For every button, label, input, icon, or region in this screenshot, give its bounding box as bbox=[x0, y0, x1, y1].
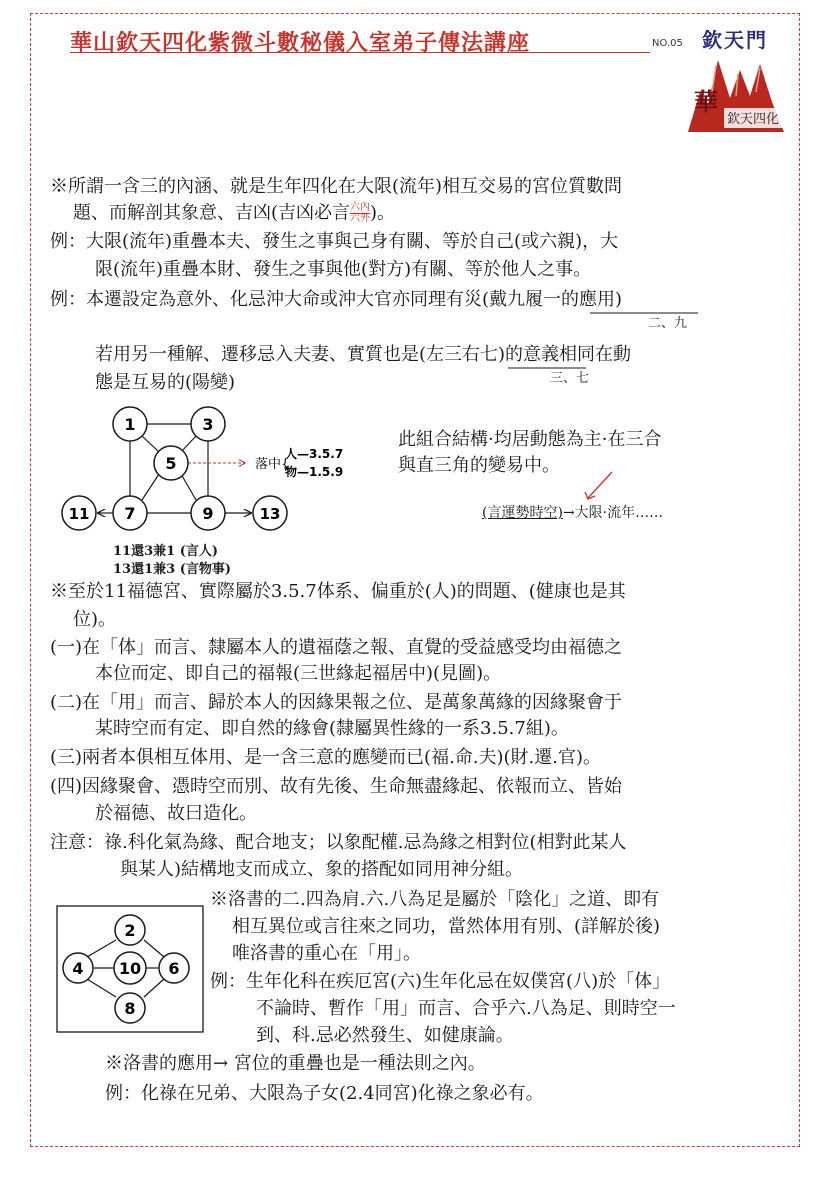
svg-text:9: 9 bbox=[202, 504, 214, 523]
luoshu-node-2 bbox=[115, 915, 145, 945]
ex2-underline bbox=[590, 311, 700, 315]
aside-line3-b: →大限·流年…… bbox=[562, 505, 664, 521]
ex2-note: 二、九 bbox=[648, 316, 688, 331]
para1-line2 bbox=[73, 203, 395, 224]
para2-line1: 若用另一種解、遷移忌入夫妻、實質也是(左三右七)的意義相同在動 bbox=[95, 344, 632, 365]
luozhong-label: 落中{ bbox=[255, 457, 290, 472]
note-line2: 與某人)結構地支而成立、象的搭配如同用神分組。 bbox=[120, 859, 524, 880]
item-4-line1: (四)因緣聚會、憑時空而別、故有先後、生命無盡緣起、依報而立、皆始 bbox=[50, 776, 623, 797]
page-title: 華山欽天四化紫微斗數秘儀入室弟子傳法講座 bbox=[70, 30, 531, 56]
para2-note: 三、七 bbox=[550, 371, 590, 386]
svg-text:6: 6 bbox=[168, 959, 180, 978]
para2-line2: 態是互易的(陽變) bbox=[95, 372, 236, 393]
ex3-line1: 例：生年化科在疾厄宮(六)生年化忌在奴僕宮(八)於「体」 bbox=[210, 971, 671, 992]
item-1-line2: 本位而定、即自己的福報(三世緣起福居中)(見圖)。 bbox=[95, 663, 502, 684]
svg-text:4: 4 bbox=[72, 959, 84, 978]
ex3-line3: 到、科.忌必然發生、如健康論。 bbox=[256, 1025, 514, 1046]
luoshu-line2: 相互異位或言往來之同功，當然体用有別、(詳解於後) bbox=[232, 916, 661, 937]
brand-name: 欽天門 bbox=[702, 28, 768, 52]
svg-text:2: 2 bbox=[124, 921, 136, 940]
node-5 bbox=[154, 446, 188, 480]
ex1-line1: 例：大限(流年)重疊本夫、發生之事與己身有關、等於自己(或六親)，大 bbox=[50, 231, 619, 252]
logo-char: 華 bbox=[694, 87, 718, 116]
header-rule bbox=[70, 52, 650, 53]
neiwai-stack bbox=[350, 203, 370, 224]
issue-number: NO.05 bbox=[652, 38, 683, 49]
ex1-line2: 限(流年)重疊本財、發生之事與他(對方)有關、等於他人之事。 bbox=[95, 259, 592, 280]
luoshu-node-10 bbox=[114, 952, 146, 984]
para3-line2: 位)。 bbox=[73, 609, 117, 630]
ren-label: 人—3.5.7 bbox=[285, 447, 344, 461]
para1-line1: ※所謂一含三的內涵、就是生年四化在大限(流年)相互交易的宮位質數問 bbox=[50, 176, 623, 197]
aside-arrow bbox=[580, 470, 620, 504]
stack-bottom: 六外 bbox=[350, 213, 371, 224]
item-2-line1: (二)在「用」而言、歸於本人的因緣果報之位、是萬象萬緣的因緣聚會于 bbox=[50, 692, 623, 713]
app-line2: 例：化祿在兄弟、大限為子女(2.4同宮)化祿之象必有。 bbox=[105, 1083, 544, 1104]
logo-text: 欽天四化 bbox=[727, 112, 780, 127]
para1-line2-a: 題、而解剖其象意、吉凶(吉凶必言 bbox=[73, 202, 351, 224]
aside-line3-a: (言運勢時空) bbox=[482, 505, 563, 521]
luoshu-node-4 bbox=[63, 953, 93, 983]
node-7 bbox=[113, 496, 147, 530]
svg-text:1: 1 bbox=[124, 415, 136, 434]
svg-text:8: 8 bbox=[124, 999, 136, 1018]
app-line1: ※洛書的應用→ 宮位的重疊也是一種法則之內。 bbox=[105, 1053, 486, 1074]
wu-label: 物—1.5.9 bbox=[285, 465, 344, 479]
item-1-line1: (一)在「体」而言、隸屬本人的遺福蔭之報、直覺的受益感受均由福德之 bbox=[50, 637, 623, 658]
svg-text:13: 13 bbox=[259, 505, 281, 523]
node-1 bbox=[113, 407, 147, 441]
luoshu-line1: ※洛書的二.四為肩.六.八為足是屬於「陰化」之道、即有 bbox=[210, 889, 660, 910]
svg-text:5: 5 bbox=[165, 454, 177, 473]
luoshu-node-8 bbox=[115, 993, 145, 1023]
ex2-line1: 例：本遷設定為意外、化忌沖大命或沖大官亦同理有災(戴九履一的應用) bbox=[50, 289, 623, 310]
ex3-line2: 不論時、暫作「用」而言、合乎六.八為足、則時空一 bbox=[256, 998, 676, 1019]
aside-line1: 此組合結構·均居動態為主·在三合 bbox=[398, 429, 662, 450]
logo-image bbox=[686, 52, 786, 134]
aside-line3 bbox=[482, 503, 663, 523]
item-4-line2: 於福德、故曰造化。 bbox=[95, 803, 257, 824]
para1-line2-b: )。 bbox=[370, 202, 396, 224]
diagram1-note2: 13還1兼3 (言物事) bbox=[113, 562, 232, 577]
stack-top: 六內 bbox=[350, 202, 371, 213]
item-2-line2: 某時空而有定、即自然的緣會(隸屬異性緣的一系3.5.7組)。 bbox=[95, 718, 569, 739]
node-13 bbox=[253, 496, 287, 530]
para3-line1: ※至於11福德宮、實際屬於3.5.7体系、偏重於(人)的問題、(健康也是其 bbox=[50, 581, 626, 602]
para2-underline bbox=[508, 366, 588, 370]
diagram1-note1: 11還3兼1 (言人) bbox=[113, 544, 219, 559]
svg-text:7: 7 bbox=[124, 504, 136, 523]
node-3 bbox=[191, 407, 225, 441]
node-9 bbox=[191, 496, 225, 530]
node-11 bbox=[62, 496, 96, 530]
luoshu-line3: 唯洛書的重心在「用」。 bbox=[232, 943, 421, 964]
luoshu-node-6 bbox=[159, 953, 189, 983]
aside-line2: 與直三角的變易中。 bbox=[398, 455, 560, 476]
svg-text:3: 3 bbox=[202, 415, 214, 434]
diagram-luoshu bbox=[56, 905, 206, 1035]
item-3-line1: (三)兩者本俱相互体用、是一含三意的應變而已(福.命.夫)(財.遷.官)。 bbox=[50, 747, 602, 768]
diagram-sanhe bbox=[55, 400, 385, 540]
note-line1: 注意：祿.科化氣為緣、配合地支；以象配權.忌為緣之相對位(相對此某人 bbox=[50, 832, 627, 853]
svg-text:10: 10 bbox=[118, 959, 142, 978]
svg-text:11: 11 bbox=[68, 505, 90, 523]
